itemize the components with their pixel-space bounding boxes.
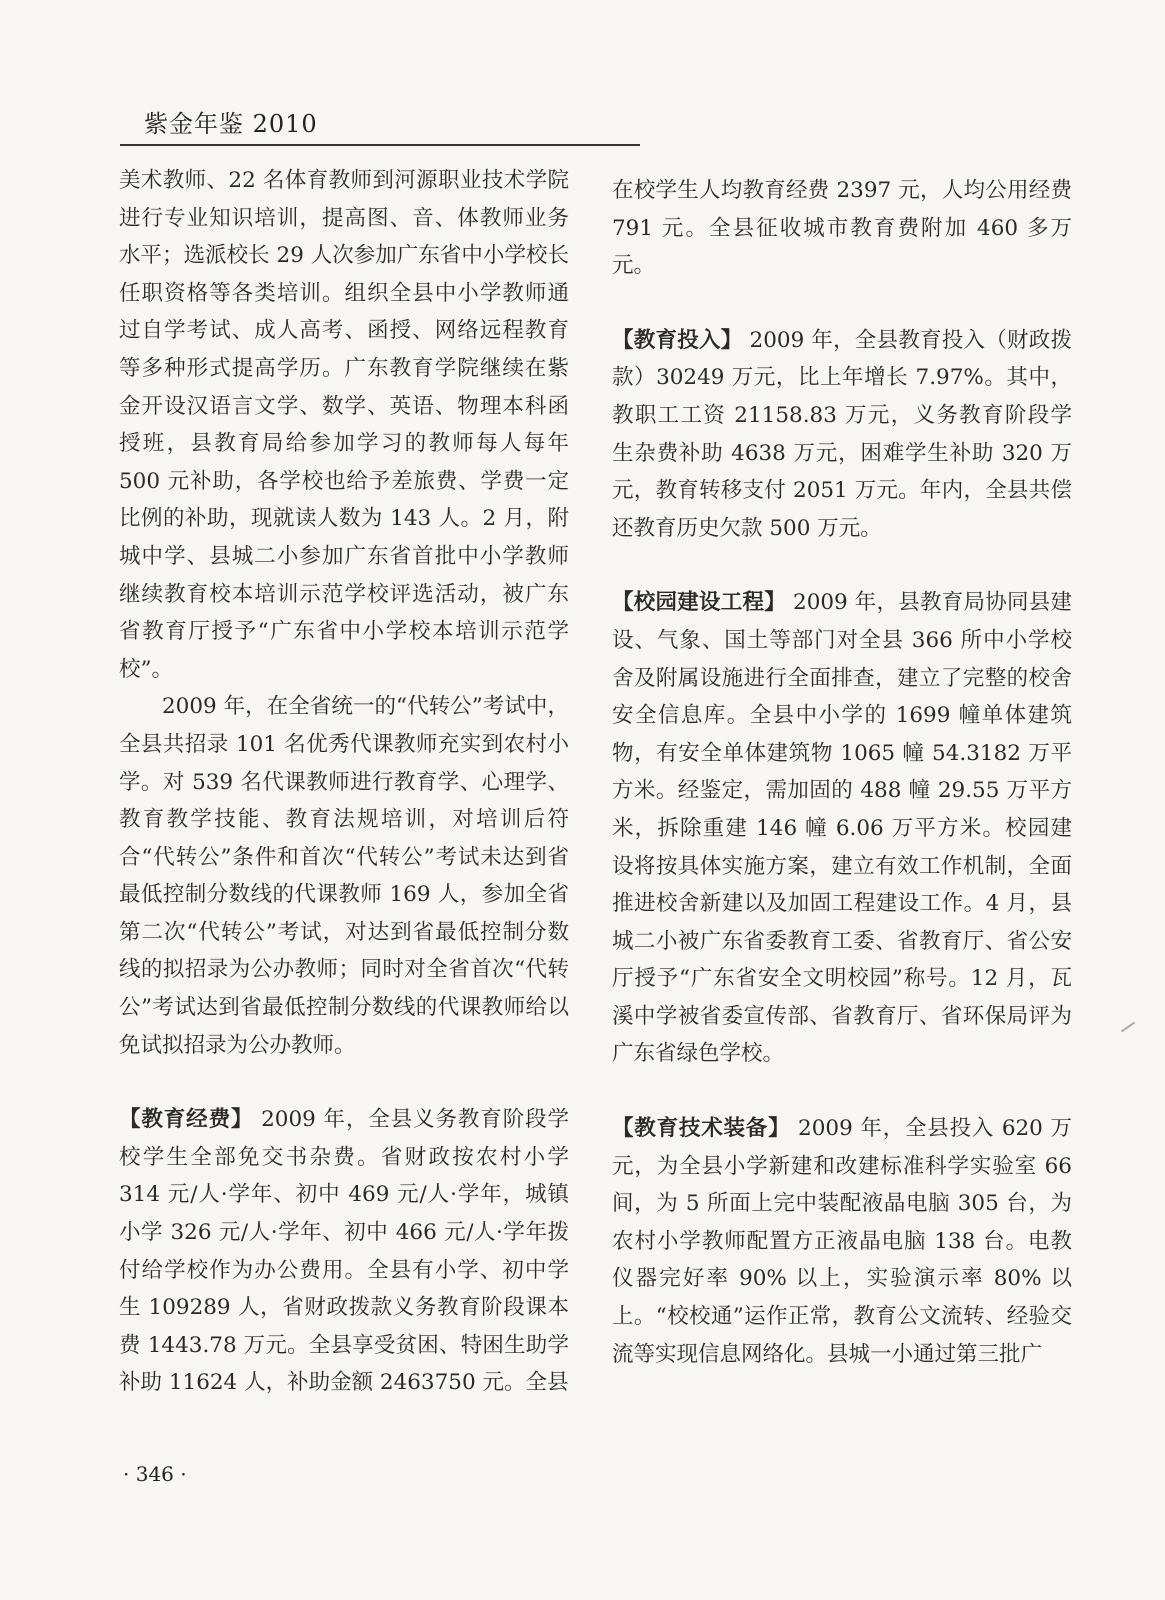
left-column [119, 162, 569, 1402]
scan-mark [1121, 1022, 1135, 1033]
section-education-funding [119, 1101, 569, 1402]
section-heading: 【教育经费】 [119, 1107, 254, 1133]
page-number: · 346 · [123, 1462, 187, 1486]
running-header-title: 紫金年鉴 2010 [144, 110, 318, 138]
section-education-investment [612, 322, 1072, 548]
right-column [612, 172, 1072, 1373]
section-heading: 【教育投入】 [612, 327, 743, 353]
paragraph-funding-continued: 在校学生人均教育经费 2397 元，人均公用经费 791 元。全县征收城市教育费附加 460 多万元。 [612, 178, 1072, 279]
section-education-equipment [612, 1110, 1072, 1373]
paragraph-substitute-teachers: 2009 年，在全省统一的“代转公”考试中，全县共招录 101 名优秀代课教师充实到农村小学。对 539 名代课教师进行教育学、心理学、教育教学技能、教育法规培训，对培训后符合“代转公”条件和首次“代转公”考试未达到省最低控制分数线的代课教师 169 人，参加全省第二次“代转公”考试，对达到省最低控制分数线的拟招录为公办教师；同时对全省首次“代转公”考试达到省最低控制分数线的代课教师给以免试拟招录为公办教师。 [119, 694, 569, 1058]
paragraph-teacher-training: 美术教师、22 名体育教师到河源职业技术学院进行专业知识培训，提高图、音、体教师业务水平；选派校长 29 人次参加广东省中小学校长任职资格等各类培训。组织全县中小学教师通过自学考试、成人高考、函授、网络远程教育等多种形式提高学历。广东教育学院继续在紫金开设汉语言文学、数学、英语、物理本科函授班，县教育局给参加学习的教师每人每年 500 元补助，各学校也给予差旅费、学费一定比例的补助，现就读人数为 143 人。2 月，附城中学、县城二小参加广东省首批中小学教师继续教育校本培训示范学校评选活动，被广东省教育厅授予“广东省中小学校本培训示范学校”。 [119, 168, 569, 682]
section-campus-construction [612, 584, 1072, 1073]
section-heading: 【校园建设工程】 [612, 590, 786, 616]
section-body: 2009 年，全县教育投入（财政拨款）30249 万元，比上年增长 7.97%。其中，教职工工资 21158.83 万元，义务教育阶段学生杂费补助 4638 万元，困难学生补助 320 万元，教育转移支付 2051 万元。年内，全县共偿还教育历史欠款 500 万元。 [612, 327, 1072, 541]
section-heading: 【教育技术装备】 [612, 1116, 791, 1142]
section-body: 2009 年，县教育局协同县建设、气象、国土等部门对全县 366 所中小学校舍及附属设施进行全面排查，建立了完整的校舍安全信息库。全县中小学的 1699 幢单体建筑物，有安全单体建筑物 1065 幢 54.3182 万平方米。经鉴定，需加固的 488 幢 29.55 万平方米，拆除重建 146 幢 6.06 万平方米。校园建设将按具体实施方案，建立有效工作机制，全面推进校舍新建以及加固工程建设工作。4 月，县城二小被广东省委教育工委、省教育厅、省公安厅授予“广东省安全文明校园”称号。12 月，瓦溪中学被省委宣传部、省教育厅、省环保局评为广东省绿色学校。 [612, 590, 1072, 1067]
header-rule [120, 144, 640, 146]
section-body: 2009 年，全县义务教育阶段学校学生全部免交书杂费。省财政按农村小学 314 元/人·学年、初中 469 元/人·学年，城镇小学 326 元/人·学年、初中 466 元/人·学年拨付给学校作为办公费用。全县有小学、初中学生 109289 人，省财政拨款义务教育阶段课本费 1443.78 万元。全县享受贫困、特困生助学补助 11624 人，补助金额 2463750 元。全县 [119, 1107, 569, 1396]
section-body: 2009 年，全县投入 620 万元，为全县小学新建和改建标准科学实验室 66 间，为 5 所面上完中装配液晶电脑 305 台，为农村小学教师配置方正液晶电脑 138 台。电教仪器完好率 90% 以上，实验演示率 80% 以上。“校校通”运作正常，教育公文流转、经验交流等实现信息网络化。县城一小通过第三批广 [612, 1116, 1072, 1367]
